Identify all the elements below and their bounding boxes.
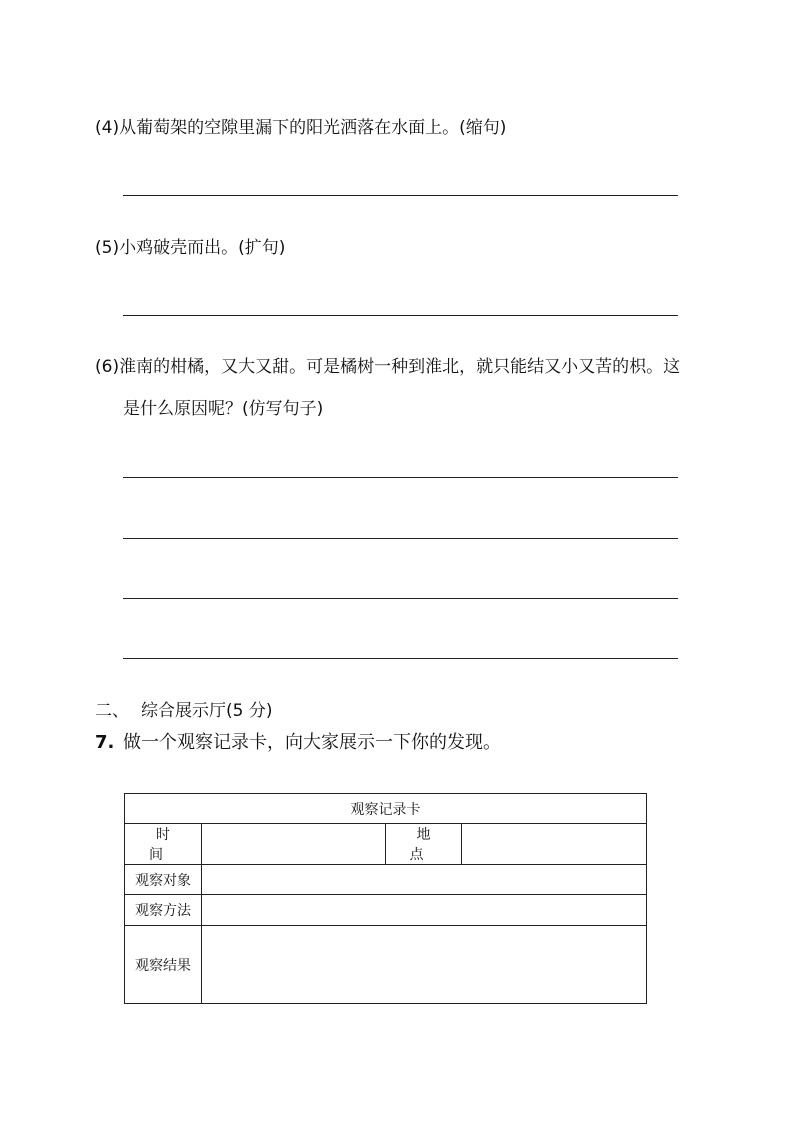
place-label-text: 地 点	[409, 827, 445, 863]
answer-line-q6-1[interactable]	[123, 477, 678, 478]
time-label-text: 时 间	[149, 827, 184, 863]
card-result-row	[125, 926, 647, 1004]
method-field[interactable]	[202, 895, 647, 926]
observation-record-card	[124, 793, 647, 1004]
question-5-text: (5)小鸡破壳而出。(扩句)	[95, 238, 286, 258]
question-7-number: 7.	[95, 732, 115, 753]
card-time-place-row	[125, 824, 647, 865]
time-field[interactable]	[202, 824, 386, 865]
answer-line-q6-3[interactable]	[123, 598, 678, 599]
object-label: 观察对象	[125, 865, 202, 895]
question-6-text-line1: (6)淮南的柑橘，又大又甜。可是橘树一种到淮北，就只能结又小又苦的枳。这	[95, 357, 681, 377]
answer-line-q5[interactable]	[123, 315, 678, 316]
answer-line-q6-2[interactable]	[123, 538, 678, 539]
question-6-text-line2: 是什么原因呢？(仿写句子)	[123, 399, 324, 419]
place-field[interactable]	[462, 824, 647, 865]
answer-line-q4[interactable]	[123, 195, 678, 196]
method-label: 观察方法	[125, 895, 202, 926]
card-title-row	[125, 794, 647, 824]
object-field[interactable]	[202, 865, 647, 895]
time-label	[125, 824, 202, 865]
question-7-text: 做一个观察记录卡，向大家展示一下你的发现。	[123, 732, 501, 753]
section-number: 二、	[95, 701, 129, 721]
place-label	[386, 824, 462, 865]
card-title: 观察记录卡	[125, 794, 647, 824]
answer-line-q6-4[interactable]	[123, 658, 678, 659]
result-label: 观察结果	[125, 926, 202, 1004]
card-object-row	[125, 865, 647, 895]
question-4-text: (4)从葡萄架的空隙里漏下的阳光洒落在水面上。(缩句)	[95, 118, 507, 138]
section-title: 综合展示厅(5 分)	[141, 701, 273, 721]
card-method-row	[125, 895, 647, 926]
result-field[interactable]	[202, 926, 647, 1004]
